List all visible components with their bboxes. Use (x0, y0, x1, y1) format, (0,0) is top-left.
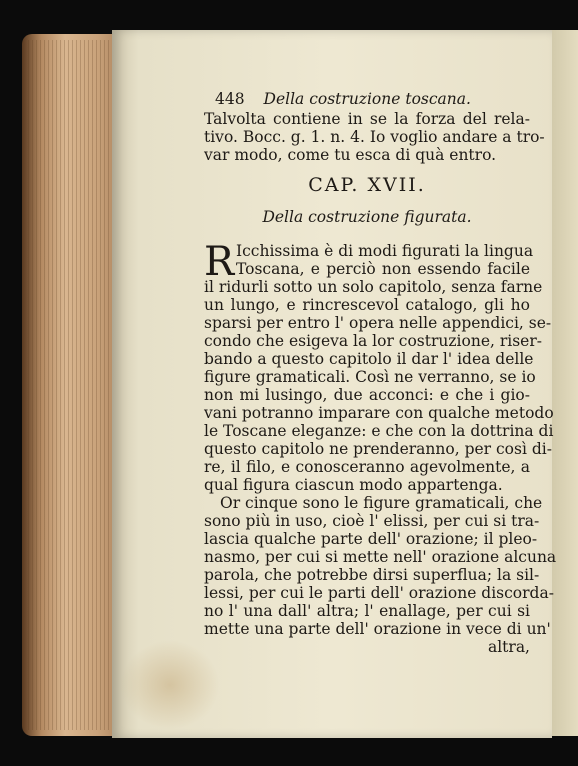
running-title: Della costruzione toscana. (263, 90, 471, 108)
body-line: non mi lusingo, due acconci: e che i gio- (204, 386, 530, 404)
body-line: parola, che potrebbe dirsi superflua; la sil- (204, 566, 540, 584)
chapter-subtitle: Della costruzione figurata. (262, 208, 472, 226)
chapter-title: CAP. XVII. (308, 174, 426, 196)
body-line: nasmo, per cui si mette nell' orazione alcuna (204, 548, 557, 566)
body-line: figure gramaticali. Così ne verranno, se io (204, 368, 536, 386)
intro-line: var modo, come tu esca di quà entro. (204, 146, 497, 164)
page-number: 448 (215, 90, 245, 108)
catchword: altra, (487, 638, 530, 656)
body-line: questo capitolo ne prenderanno, per così di- (204, 440, 552, 458)
body-line: bando a questo capitolo il dar l' idea delle (204, 350, 534, 368)
body-line: re, il filo, e conosceranno agevolmente, a (204, 458, 530, 476)
body-line: Icchissima è di modi figurati la lingua (236, 242, 534, 260)
body-line: no l' una dall' altra; l' enallage, per cui si (204, 602, 530, 620)
intro-line: Talvolta contiene in se la forza del rela- (204, 110, 530, 128)
body-line: mette una parte dell' orazione in vece di un' (204, 620, 551, 638)
body-line: sono più in uso, cioè l' elissi, per cui si tra- (204, 512, 540, 530)
intro-line: tivo. Bocc. g. 1. n. 4. Io voglio andare a tro- (204, 128, 545, 146)
body-line: lascia qualche parte dell' orazione; il pleo- (204, 530, 538, 548)
body-line: un lungo, e rincrescevol catalogo, gli ho (204, 296, 530, 314)
body-line: il ridurli sotto un solo capitolo, senza farne (204, 278, 543, 296)
body-line: le Toscane eleganze: e che con la dottrina di (204, 422, 554, 440)
body-line: condo che esigeva la lor costruzione, riser- (204, 332, 542, 350)
drop-capital: R (204, 239, 235, 285)
body-line: Or cinque sono le figure gramaticali, che (220, 494, 543, 512)
body-line: sparsi per entro l' opera nelle appendici, se- (204, 314, 552, 332)
running-header (215, 90, 471, 108)
body-line: qual figura ciascun modo appartenga. (204, 476, 503, 494)
body-line: lessi, per cui le parti dell' orazione discorda- (204, 584, 554, 602)
body-line: Toscana, e perciò non essendo facile (236, 260, 530, 278)
body-line: vani potranno imparare con qualche metodo (204, 404, 554, 422)
